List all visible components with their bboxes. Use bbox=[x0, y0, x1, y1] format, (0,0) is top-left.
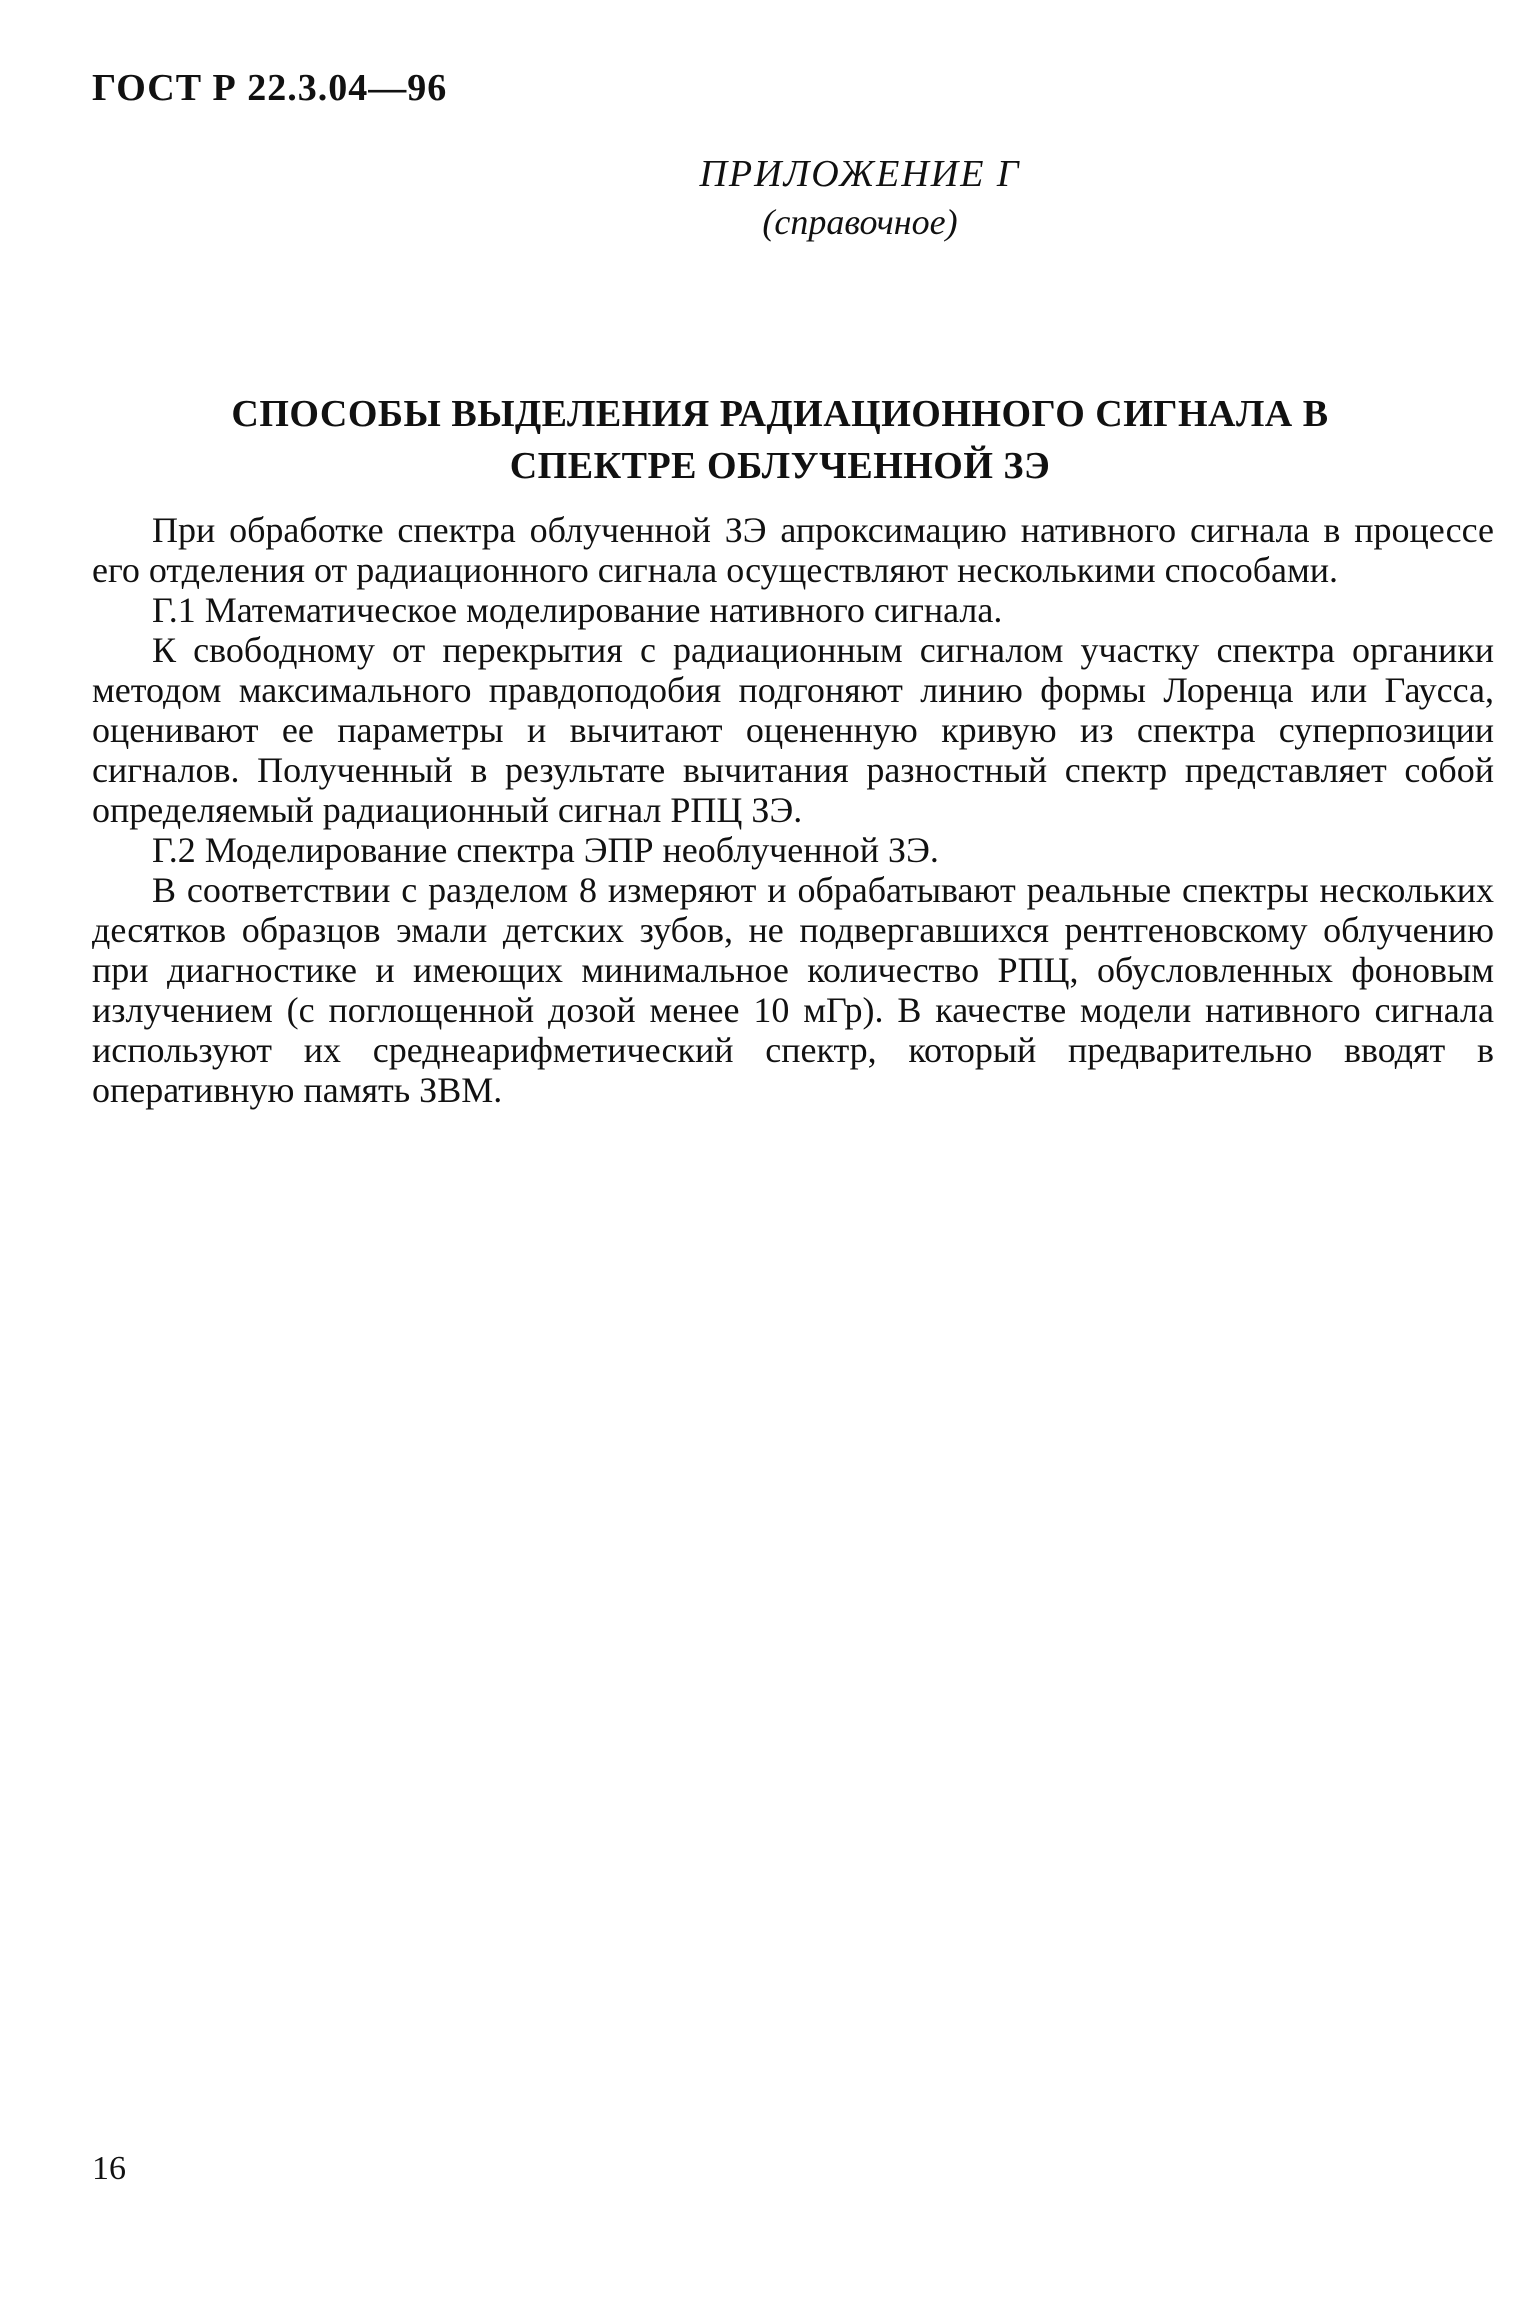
section-title: СПОСОБЫ ВЫДЕЛЕНИЯ РАДИАЦИОННОГО СИГНАЛА В СПЕКТРЕ ОБЛУЧЕННОЙ ЗЭ bbox=[231, 393, 1329, 487]
paragraph-intro: При обработке спектра облученной ЗЭ апроксимацию нативного сигнала в процессе его отделения от радиационного сигнала осуществляют несколькими способами. bbox=[92, 510, 1494, 590]
document-code: ГОСТ Р 22.3.04—96 bbox=[92, 67, 448, 109]
body-text bbox=[92, 510, 1494, 1110]
paragraph-g1-heading: Г.1 Математическое моделирование нативного сигнала. bbox=[152, 590, 1003, 630]
paragraph-g2-heading: Г.2 Моделирование спектра ЭПР необлученной ЗЭ. bbox=[152, 830, 939, 870]
appendix-subtitle: (справочное) bbox=[762, 202, 958, 242]
appendix-heading bbox=[560, 150, 1160, 246]
appendix-title: ПРИЛОЖЕНИЕ Г bbox=[699, 153, 1021, 195]
paragraph-g2-body: В соответствии с разделом 8 измеряют и обрабатывают реальные спектры нескольких десятков образцов эмали детских зубов, не подвергавшихся рентгеновскому облучению при диагностике и имеющих минимальное количество РПЦ, обусловленных фоновым излучением (с поглощенной дозой менее 10 мГр). В качестве модели нативного сигнала используют их среднеарифметический спектр, который предварительно вводят в оперативную память ЗВМ. bbox=[92, 870, 1494, 1110]
page-number: 16 bbox=[92, 2150, 126, 2187]
paragraph-g1-body: К свободному от перекрытия с радиационным сигналом участку спектра органики методом максимального правдоподобия подгоняют линию формы Лоренца или Гаусса, оценивают ее параметры и вычитают оцененную кривую из спектра суперпозиции сигналов. Полученный в результате вычитания разностный спектр представляет собой определяемый радиационный сигнал РПЦ ЗЭ. bbox=[92, 630, 1494, 830]
